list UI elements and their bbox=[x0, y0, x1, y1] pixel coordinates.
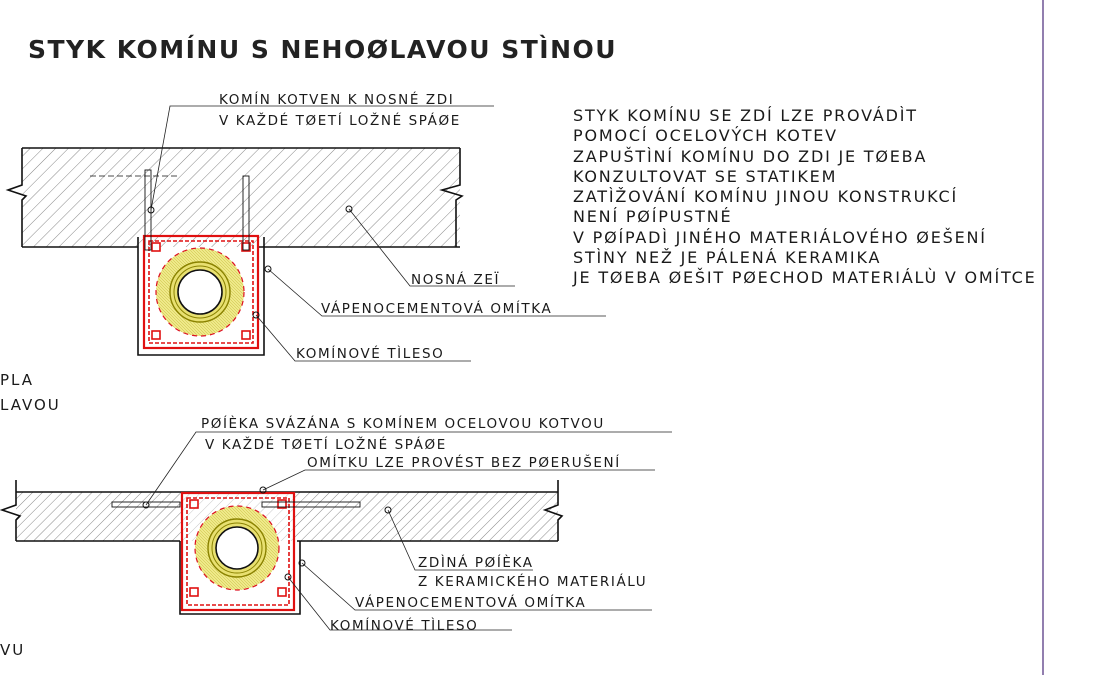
note-line: NENÍ PØÍPUSTNÉ bbox=[573, 207, 733, 226]
notes-block bbox=[572, 106, 1037, 287]
label-chimney-body: KOMÍNOVÉ TÌLESO bbox=[296, 346, 445, 362]
label-anchor-spacing: V KAŽDÉ TØETÍ LOŽNÉ SPÁØE bbox=[219, 113, 461, 129]
label-load-bearing-wall: NOSNÁ ZEÏ bbox=[411, 272, 501, 288]
label-plaster: VÁPENOCEMENTOVÁ OMÍTKA bbox=[321, 301, 553, 317]
note-line: STYK KOMÍNU SE ZDÍ LZE PROVÁDÌT bbox=[573, 106, 918, 125]
page-title: STYK KOMÍNU S NEHOØLAVOU STÌNOU bbox=[28, 35, 618, 64]
label-partition-material: Z KERAMICKÉHO MATERIÁLU bbox=[418, 574, 648, 590]
note-line: ZAPUŠTÌNÍ KOMÍNU DO ZDI JE TØEBA bbox=[573, 147, 928, 166]
chimney-flue bbox=[178, 270, 222, 314]
label-plaster-continuous: OMÍTKU LZE PROVÉST BEZ PØERUŠENÍ bbox=[307, 455, 621, 471]
label-anchor: KOMÍN KOTVEN K NOSNÉ ZDI bbox=[219, 92, 455, 108]
label-tie-spacing: V KAŽDÉ TØETÍ LOŽNÉ SPÁØE bbox=[205, 437, 447, 453]
side-fragment-pla: PLA bbox=[0, 371, 35, 389]
note-line: V PØÍPADÌ JINÉHO MATERIÁLOVÉHO ØEŠENÍ bbox=[573, 228, 987, 247]
detail-bottom bbox=[2, 415, 672, 634]
label-plaster: VÁPENOCEMENTOVÁ OMÍTKA bbox=[355, 595, 587, 611]
chimney-flue bbox=[216, 527, 258, 569]
label-partition-tie: PØÍÈKA SVÁZÁNA S KOMÍNEM OCELOVOU KOTVOU bbox=[201, 416, 605, 432]
load-bearing-wall bbox=[22, 148, 460, 247]
note-line: STÌNY NEŽ JE PÁLENÁ KERAMIKA bbox=[573, 248, 882, 267]
side-fragment-lavou: LAVOU bbox=[0, 396, 61, 414]
label-chimney-body: KOMÍNOVÉ TÌLESO bbox=[330, 618, 479, 634]
label-partition-wall: ZDÌNÁ PØÍÈKA bbox=[418, 555, 534, 571]
detail-top bbox=[8, 91, 606, 362]
note-line: JE TØEBA ØEŠIT PØECHOD MATERIÁLÙ V OMÍTCE bbox=[573, 268, 1037, 287]
note-line: ZATÌŽOVÁNÍ KOMÍNU JINOU KONSTRUKCÍ bbox=[573, 187, 959, 206]
note-line: KONZULTOVAT SE STATIKEM bbox=[573, 167, 838, 186]
side-fragment-vu: VU bbox=[0, 641, 26, 659]
note-line: POMOCÍ OCELOVÝCH KOTEV bbox=[573, 126, 838, 145]
